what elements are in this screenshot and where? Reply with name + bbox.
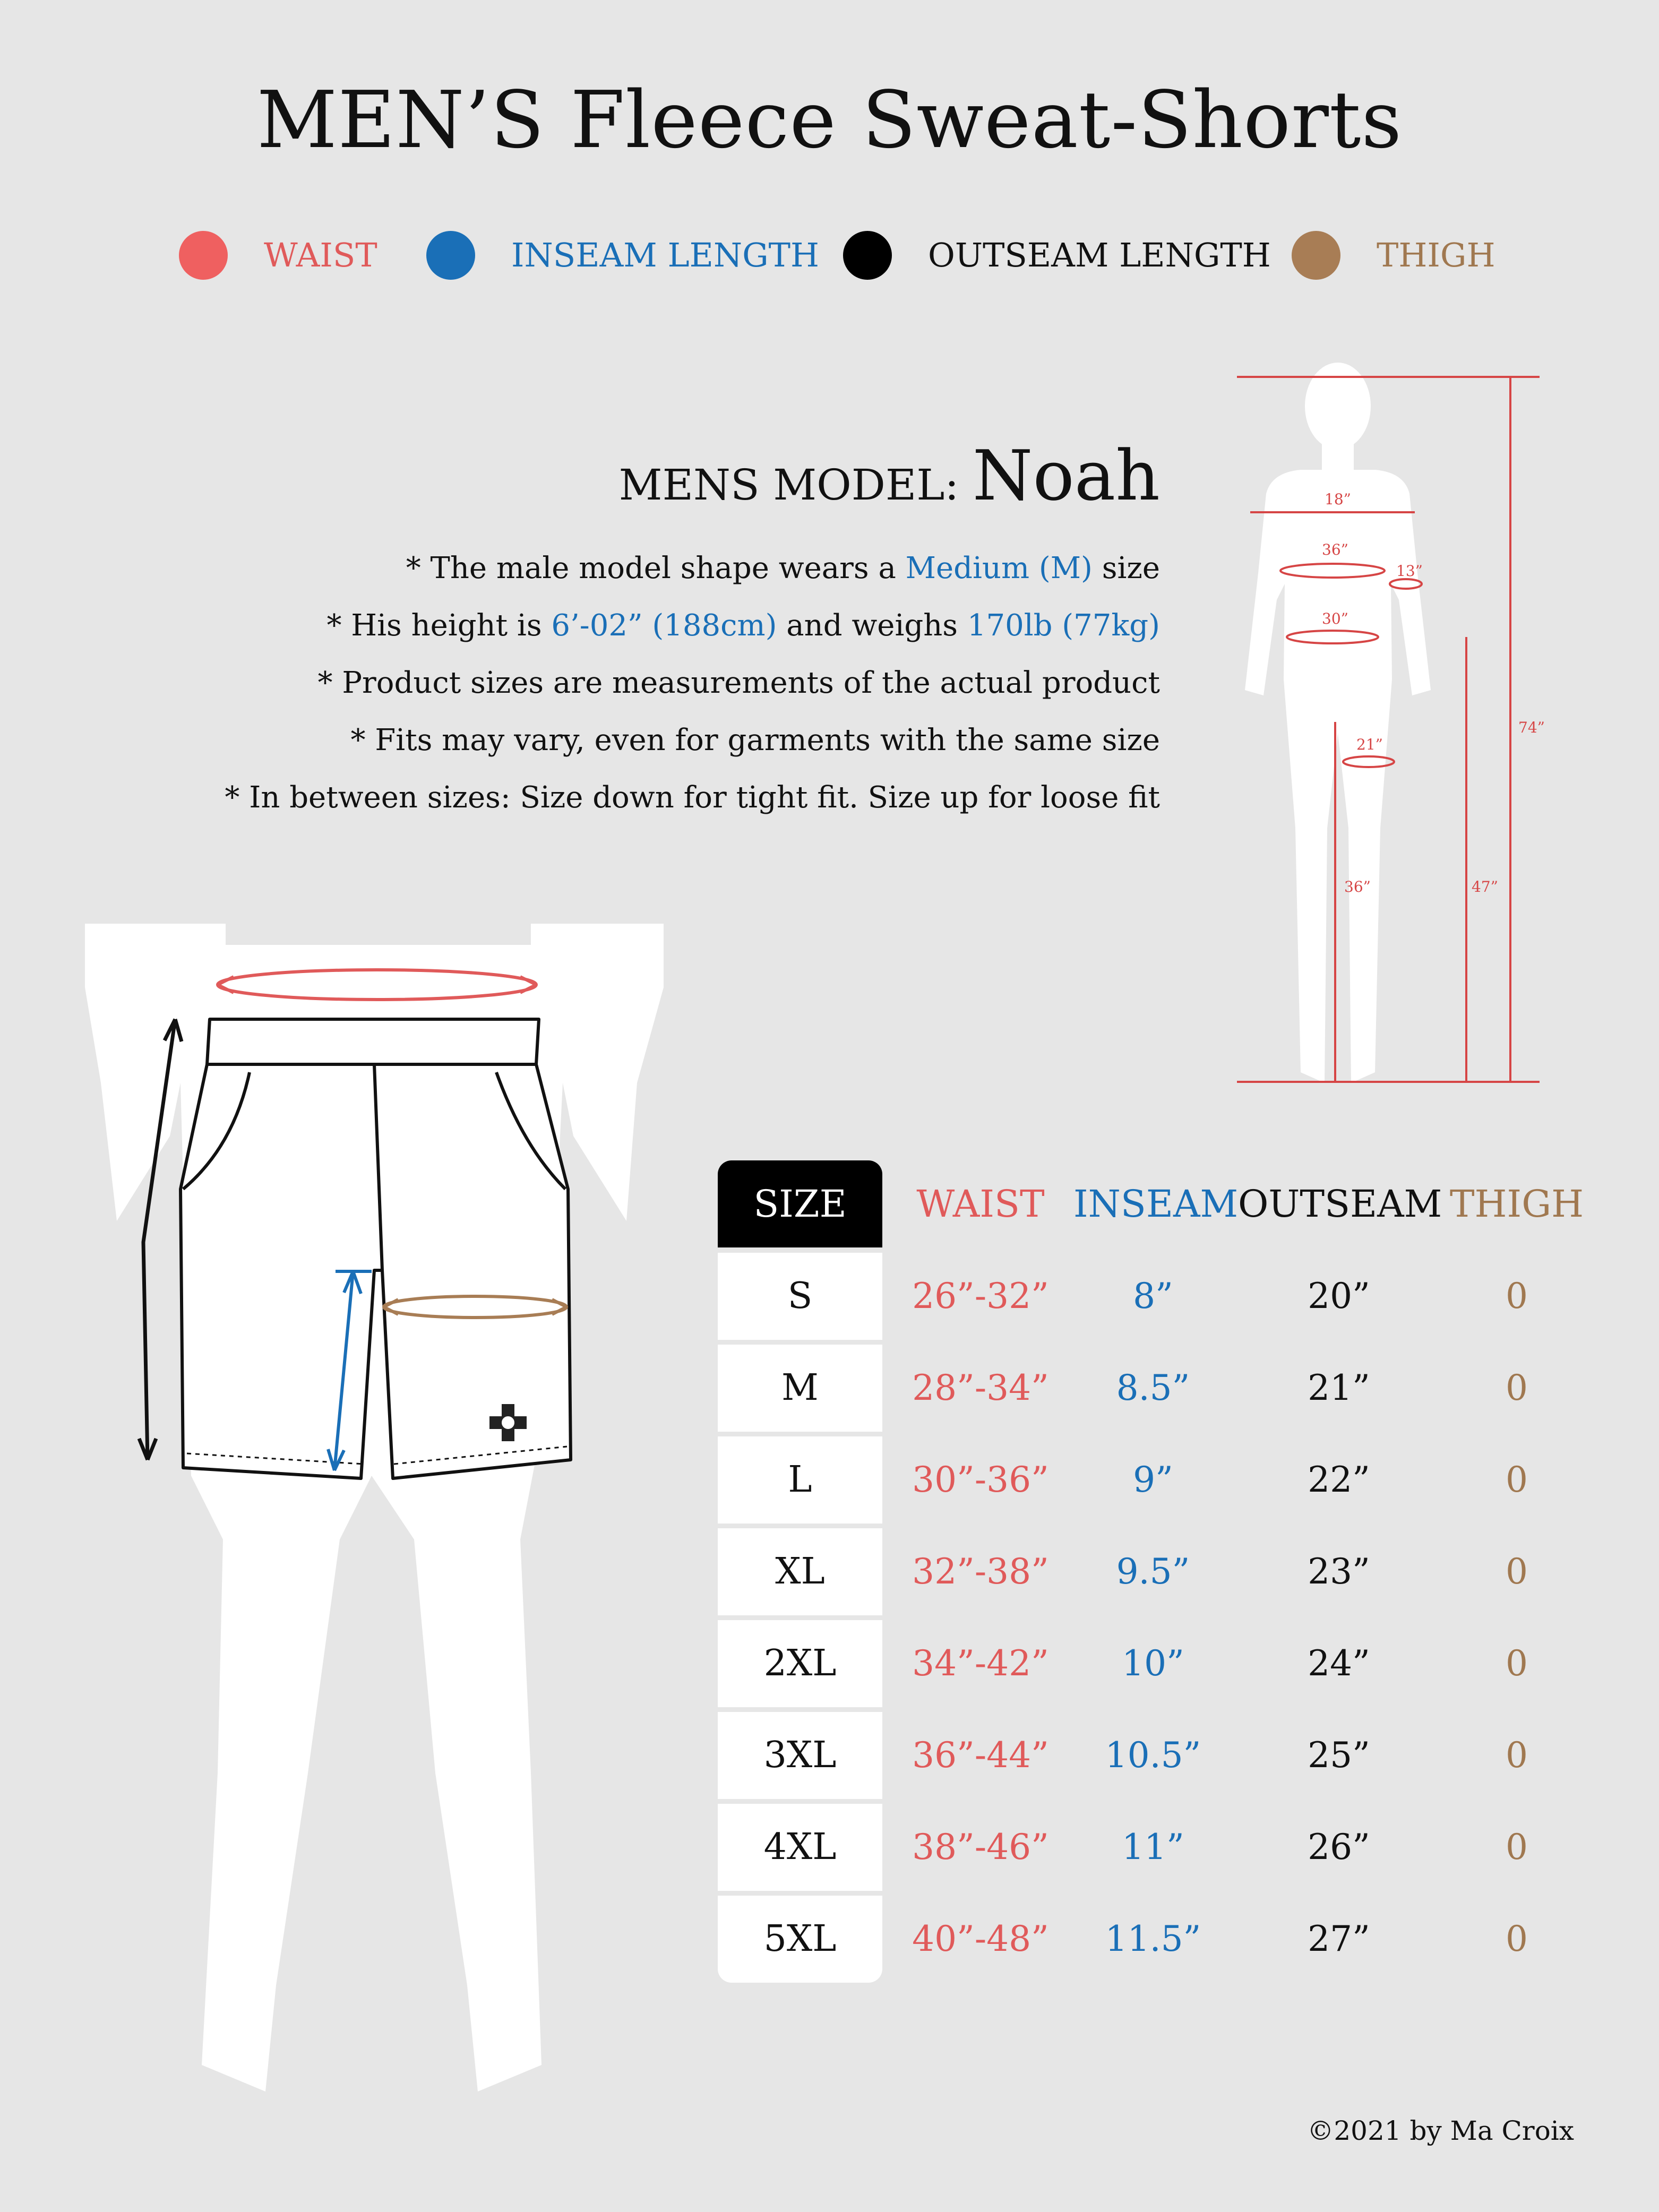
shoulder-measure: 18” (1325, 490, 1351, 508)
inseam-cell: 10” (1122, 1643, 1184, 1684)
thigh-cell: 0 (1506, 1827, 1528, 1867)
inseam-cell: 10.5” (1105, 1735, 1201, 1776)
model-name: Noah (972, 435, 1160, 516)
note-highlight: Medium (M) (905, 551, 1093, 586)
header-outseam: OUTSEAM (1238, 1182, 1442, 1226)
table-row (718, 1804, 1588, 1891)
waist-cell: 32”-38” (912, 1551, 1049, 1592)
waist-cell: 30”-36” (912, 1459, 1049, 1500)
table-row (718, 1436, 1588, 1524)
size-cell: XL (718, 1528, 882, 1615)
thigh-cell: 0 (1506, 1367, 1528, 1408)
waist-cell: 38”-46” (912, 1827, 1049, 1867)
waist-cell: 26”-32” (912, 1276, 1049, 1316)
legend-outseam-label: OUTSEAM LENGTH (928, 236, 1271, 274)
height-measure: 74” (1518, 719, 1545, 736)
thigh-cell: 0 (1506, 1459, 1528, 1500)
table-row (718, 1712, 1588, 1799)
table-row (718, 1345, 1588, 1432)
inseam-measure: 36” (1344, 878, 1371, 896)
copyright-text: ©2021 by Ma Croix (1307, 2115, 1574, 2146)
waist-cell: 34”-42” (912, 1643, 1049, 1684)
thigh-cell: 0 (1506, 1551, 1528, 1592)
legend-waist-label: WAIST (264, 236, 377, 274)
outseam-cell: 25” (1308, 1735, 1370, 1776)
arm-measure: 13” (1396, 562, 1423, 580)
thigh-cell: 0 (1506, 1276, 1528, 1316)
model-figure (1221, 350, 1561, 1109)
thigh-cell: 0 (1506, 1735, 1528, 1776)
note-line: * Fits may vary, even for garments with the same size (350, 723, 1160, 758)
outseam-measure: 47” (1472, 878, 1498, 896)
shorts-illustration (0, 924, 690, 2113)
inseam-cell: 9.5” (1116, 1551, 1190, 1592)
header-waist: WAIST (916, 1182, 1045, 1226)
table-row (718, 1896, 1588, 1983)
body-silhouette (1245, 363, 1431, 1083)
table-row (718, 1253, 1588, 1340)
waist-cell: 28”-34” (912, 1367, 1049, 1408)
legend-outseam-dot (843, 231, 892, 280)
note-text: and weighs (777, 608, 967, 643)
legend-thigh-dot (1292, 231, 1340, 280)
outseam-cell: 27” (1308, 1918, 1370, 1959)
table-row (718, 1620, 1588, 1707)
model-prefix: MENS MODEL: (618, 460, 973, 510)
header-inseam: INSEAM (1073, 1182, 1239, 1226)
inseam-cell: 8.5” (1116, 1367, 1190, 1408)
inseam-cell: 11” (1122, 1827, 1184, 1867)
outseam-cell: 20” (1308, 1276, 1370, 1316)
note-text: * The male model shape wears a (406, 551, 906, 586)
size-cell: S (718, 1253, 882, 1340)
note-line: * Product sizes are measurements of the actual product (317, 666, 1160, 700)
size-cell: 2XL (718, 1620, 882, 1707)
size-cell: L (718, 1436, 882, 1524)
outseam-cell: 22” (1308, 1459, 1370, 1500)
thigh-cell: 0 (1506, 1643, 1528, 1684)
note-highlight: 170lb (77kg) (967, 608, 1160, 643)
waist-cell: 36”-44” (912, 1735, 1049, 1776)
note-text: size (1092, 551, 1160, 586)
outseam-cell: 24” (1308, 1643, 1370, 1684)
legend-thigh-label: THIGH (1377, 236, 1495, 274)
header-size: SIZE (718, 1160, 882, 1247)
inseam-cell: 11.5” (1105, 1918, 1201, 1959)
note-line (327, 608, 1161, 643)
chest-measure: 36” (1322, 541, 1348, 558)
note-text: * His height is (326, 608, 552, 643)
note-line (406, 551, 1160, 586)
inseam-cell: 9” (1133, 1459, 1173, 1500)
table-row (718, 1528, 1588, 1615)
thigh-cell: 0 (1506, 1918, 1528, 1959)
thigh-measure: 21” (1356, 736, 1383, 753)
page-title: MEN’S Fleece Sweat-Shorts (256, 74, 1403, 166)
size-cell: 3XL (718, 1712, 882, 1799)
legend-inseam-dot (426, 231, 475, 280)
legend-inseam-label: INSEAM LENGTH (511, 236, 820, 274)
note-line: * In between sizes: Size down for tight fit. Size up for loose fit (225, 780, 1160, 815)
size-cell: M (718, 1345, 882, 1432)
model-heading (619, 435, 1160, 516)
inseam-cell: 8” (1133, 1276, 1173, 1316)
outseam-cell: 26” (1308, 1827, 1370, 1867)
outseam-cell: 23” (1308, 1551, 1370, 1592)
outseam-cell: 21” (1308, 1367, 1370, 1408)
header-thigh: THIGH (1449, 1182, 1584, 1226)
legend-waist-dot (179, 231, 228, 280)
waist-cell: 40”-48” (912, 1918, 1049, 1959)
waist-measure: 30” (1322, 610, 1348, 627)
size-cell: 5XL (718, 1896, 882, 1983)
size-cell: 4XL (718, 1804, 882, 1891)
note-highlight: 6’-02” (188cm) (551, 608, 777, 643)
